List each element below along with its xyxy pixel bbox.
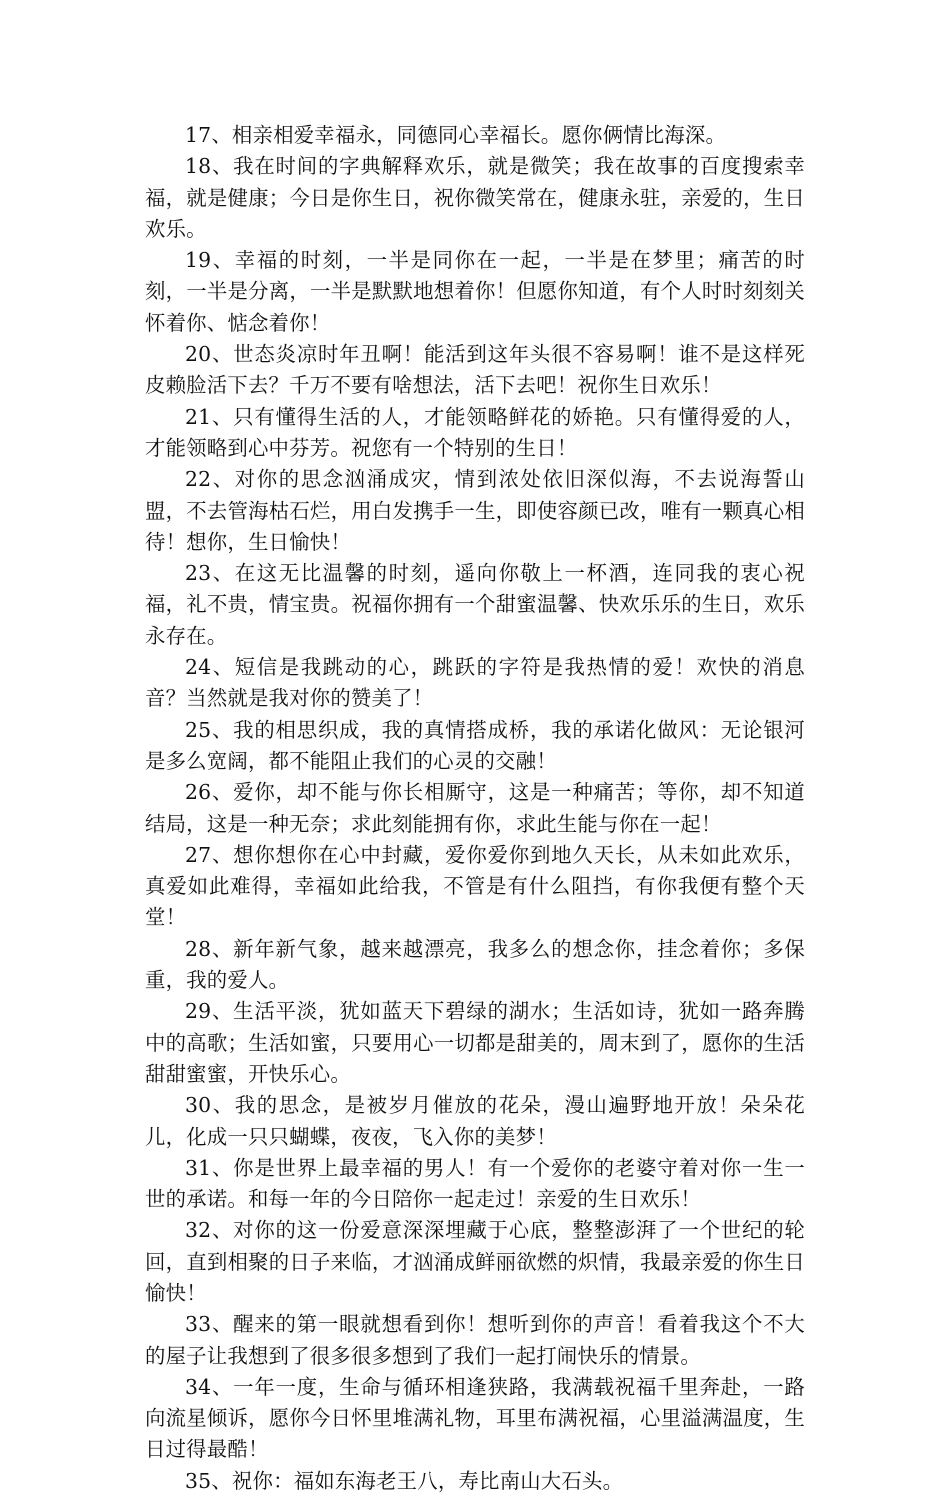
paragraph-20: 20、世态炎凉时年丑啊！能活到这年头很不容易啊！谁不是这样死皮赖脸活下去？千万不要有啥想法，活下去吧！祝你生日欢乐！ bbox=[145, 342, 805, 398]
paragraph-19: 19、幸福的时刻，一半是同你在一起，一半是在梦里；痛苦的时刻，一半是分离，一半是默默地想着你！但愿你知道，有个人时时刻刻关怀着你、惦念着你！ bbox=[145, 248, 805, 335]
paragraph-25: 25、我的相思织成，我的真情搭成桥，我的承诺化做风：无论银河是多么宽阔，都不能阻止我们的心灵的交融！ bbox=[145, 717, 805, 773]
paragraph-24: 24、短信是我跳动的心，跳跃的字符是我热情的爱！欢快的消息音？当然就是我对你的赞美了！ bbox=[145, 655, 805, 711]
paragraph-30: 30、我的思念，是被岁月催放的花朵，漫山遍野地开放！朵朵花儿，化成一只只蝴蝶，夜夜，飞入你的美梦！ bbox=[145, 1093, 805, 1149]
paragraph-33: 33、醒来的第一眼就想看到你！想听到你的声音！看着我这个不大的屋子让我想到了很多很多想到了我们一起打闹快乐的情景。 bbox=[145, 1312, 805, 1368]
paragraph-32: 32、对你的这一份爱意深深埋藏于心底，整整澎湃了一个世纪的轮回，直到相聚的日子来临，才汹涌成鲜丽欲燃的炽情，我最亲爱的你生日愉快！ bbox=[145, 1218, 805, 1305]
paragraph-18: 18、我在时间的字典解释欢乐，就是微笑；我在故事的百度搜索幸福，就是健康；今日是你生日，祝你微笑常在，健康永驻，亲爱的，生日欢乐。 bbox=[145, 154, 805, 241]
paragraph-22: 22、对你的思念汹涌成灾，情到浓处依旧深似海，不去说海誓山盟，不去管海枯石烂，用白发携手一生，即使容颜已改，唯有一颗真心相待！想你，生日愉快！ bbox=[145, 467, 805, 554]
document-body bbox=[145, 120, 805, 1497]
paragraph-31: 31、你是世界上最幸福的男人！有一个爱你的老婆守着对你一生一世的承诺。和每一年的今日陪你一起走过！亲爱的生日欢乐！ bbox=[145, 1155, 805, 1212]
paragraph-26: 26、爱你，却不能与你长相厮守，这是一种痛苦；等你，却不知道结局，这是一种无奈；求此刻能拥有你，求此生能与你在一起！ bbox=[145, 780, 805, 836]
paragraph-35: 35、祝你：福如东海老王八，寿比南山大石头。 bbox=[185, 1468, 624, 1493]
paragraph-23: 23、在这无比温馨的时刻，遥向你敬上一杯酒，连同我的衷心祝福，礼不贵，情宝贵。祝福你拥有一个甜蜜温馨、快欢乐乐的生日，欢乐永存在。 bbox=[145, 561, 805, 648]
paragraph-34: 34、一年一度，生命与循环相逢狭路，我满载祝福千里奔赴，一路向流星倾诉，愿你今日怀里堆满礼物，耳里布满祝福，心里溢满温度，生日过得最酷！ bbox=[145, 1374, 805, 1462]
paragraph-21: 21、只有懂得生活的人，才能领略鲜花的娇艳。只有懂得爱的人，才能领略到心中芬芳。祝您有一个特别的生日！ bbox=[145, 404, 805, 460]
paragraph-17: 17、相亲相爱幸福永，同德同心幸福长。愿你俩情比海深。 bbox=[185, 123, 727, 147]
paragraph-29: 29、生活平淡，犹如蓝天下碧绿的湖水；生活如诗，犹如一路奔腾中的高歌；生活如蜜，只要用心一切都是甜美的，周末到了，愿你的生活甜甜蜜蜜，开快乐心。 bbox=[145, 999, 805, 1086]
paragraph-28: 28、新年新气象，越来越漂亮，我多么的想念你，挂念着你；多保重，我的爱人。 bbox=[145, 936, 805, 993]
paragraph-27: 27、想你想你在心中封藏，爱你爱你到地久天长，从未如此欢乐，真爱如此难得，幸福如此给我，不管是有什么阻挡，有你我便有整个天堂！ bbox=[145, 842, 805, 930]
